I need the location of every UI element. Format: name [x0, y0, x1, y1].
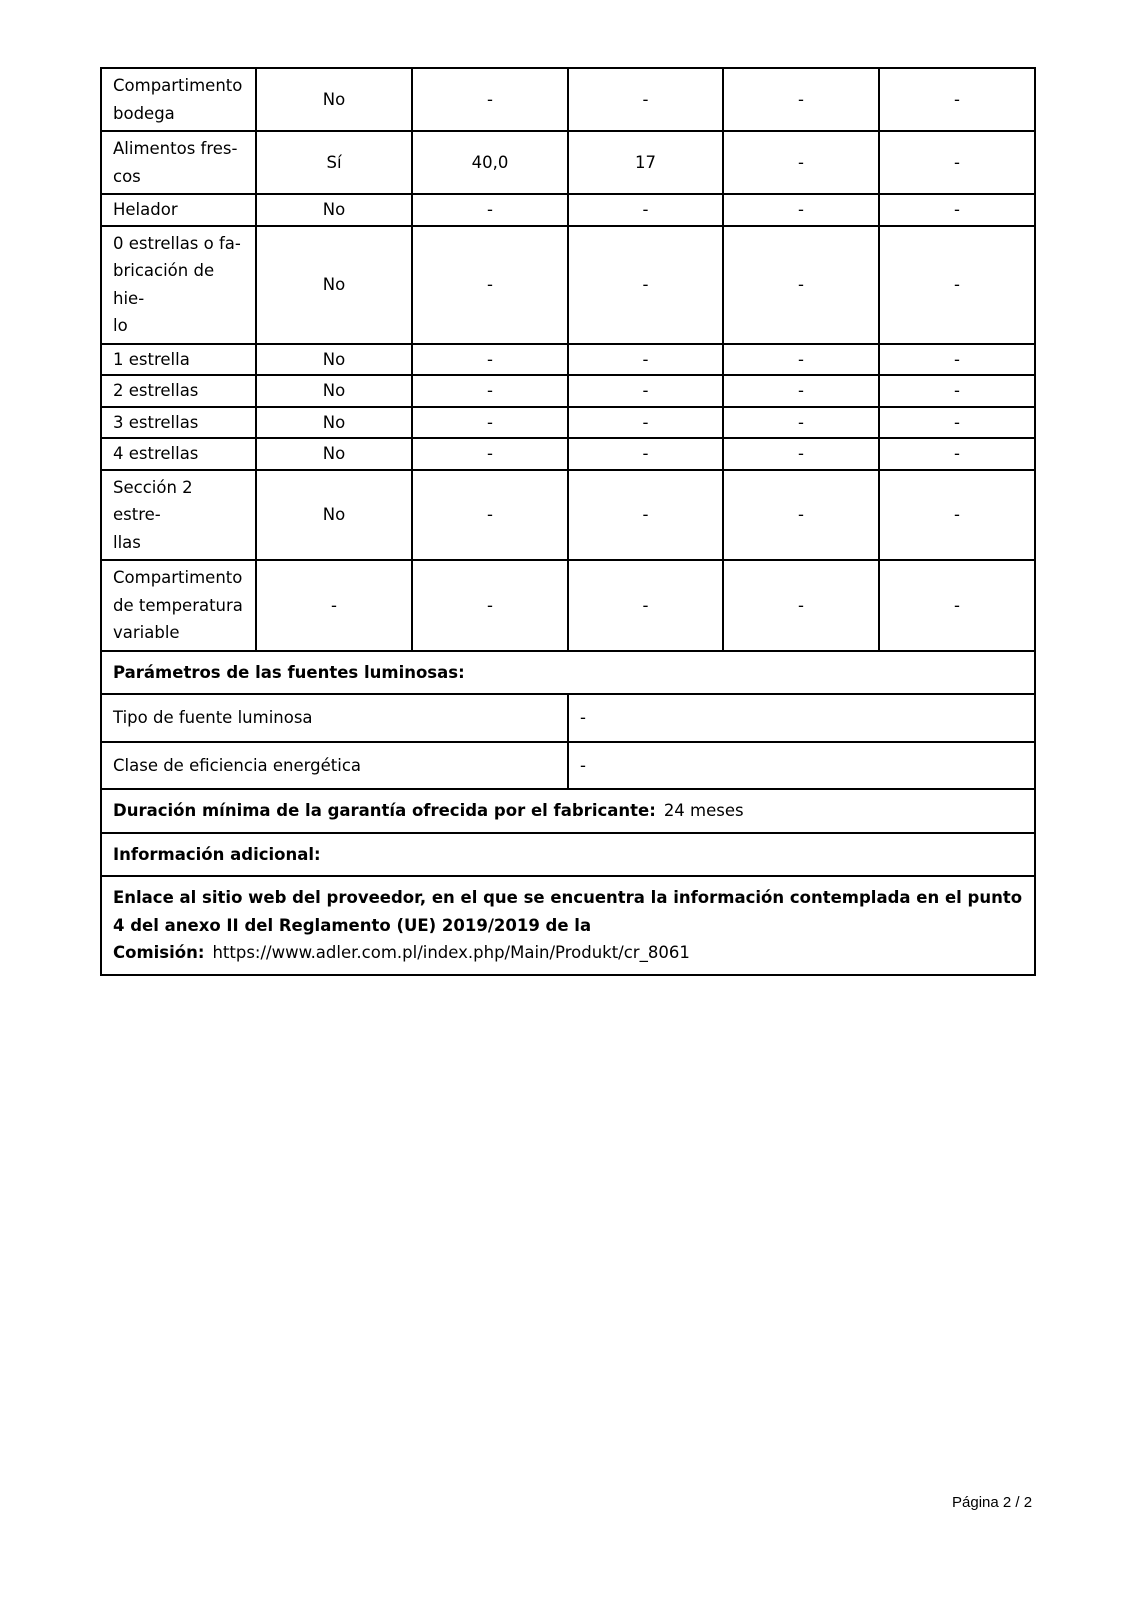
table-cell: - [568, 194, 723, 226]
table-cell: No [256, 438, 412, 470]
table-cell: - [412, 407, 568, 439]
table-row [101, 651, 1035, 695]
energy-class-label: Clase de eficiencia energética [101, 742, 568, 790]
table-cell: No [256, 226, 412, 344]
light-type-value: - [568, 694, 1035, 742]
additional-info-label: Información adicional: [101, 833, 1035, 877]
page-number: Página 2 / 2 [952, 1494, 1033, 1511]
table-cell: No [256, 194, 412, 226]
compartment-name: 0 estrellas o fa- bricación de hie- lo [101, 226, 256, 344]
table-cell: - [568, 407, 723, 439]
table-cell: - [723, 375, 879, 407]
table-cell: No [256, 68, 412, 131]
light-sources-heading: Parámetros de las fuentes luminosas: [101, 651, 1035, 695]
table-row [101, 68, 1035, 131]
table-row [101, 742, 1035, 790]
compartment-name: 1 estrella [101, 344, 256, 376]
table-cell: - [879, 194, 1035, 226]
table-row [101, 438, 1035, 470]
warranty-value: 24 meses [663, 801, 744, 820]
table-cell: - [879, 68, 1035, 131]
supplier-link-label: Enlace al sitio web del proveedor, en el que se encuentra la información contemplada en el punto 4 del anexo II del Reglamento (UE) 2019/2019 de la Comisión: [113, 888, 1023, 962]
table-cell: - [568, 68, 723, 131]
table-row [101, 344, 1035, 376]
table-row [101, 833, 1035, 877]
table-cell: - [723, 226, 879, 344]
document-page [100, 67, 1034, 976]
table-row [101, 226, 1035, 344]
table-cell: 40,0 [412, 131, 568, 194]
table-cell: - [879, 438, 1035, 470]
compartment-name: 2 estrellas [101, 375, 256, 407]
table-row [101, 194, 1035, 226]
table-cell: No [256, 407, 412, 439]
compartment-name: Compartimento bodega [101, 68, 256, 131]
table-cell: No [256, 470, 412, 561]
table-cell: - [879, 344, 1035, 376]
table-cell: - [879, 375, 1035, 407]
table-cell: - [723, 407, 879, 439]
supplier-link-url[interactable]: https://www.adler.com.pl/index.php/Main/Produkt/cr_8061 [212, 943, 690, 962]
table-cell: - [723, 560, 879, 651]
table-row [101, 876, 1035, 975]
table-row [101, 560, 1035, 651]
table-cell: - [879, 226, 1035, 344]
compartment-name: Helador [101, 194, 256, 226]
compartment-name: Compartimento de temperatura variable [101, 560, 256, 651]
table-row [101, 694, 1035, 742]
light-type-label: Tipo de fuente luminosa [101, 694, 568, 742]
table-row [101, 407, 1035, 439]
table-cell: - [879, 131, 1035, 194]
table-cell: - [723, 344, 879, 376]
table-cell: - [879, 560, 1035, 651]
warranty-cell [101, 789, 1035, 833]
table-cell: - [879, 407, 1035, 439]
supplier-link-cell [101, 876, 1035, 975]
table-row [101, 789, 1035, 833]
table-cell: - [568, 470, 723, 561]
compartment-name: Sección 2 estre- llas [101, 470, 256, 561]
table-cell: - [723, 194, 879, 226]
table-row [101, 375, 1035, 407]
table-cell: 17 [568, 131, 723, 194]
compartments-table [100, 67, 1036, 652]
light-sources-table [100, 650, 1036, 976]
table-row [101, 470, 1035, 561]
table-cell: - [568, 560, 723, 651]
table-cell: - [412, 560, 568, 651]
table-cell: - [879, 470, 1035, 561]
table-cell: - [723, 438, 879, 470]
table-cell: - [723, 131, 879, 194]
table-cell: - [412, 344, 568, 376]
table-cell: - [412, 194, 568, 226]
table-cell: Sí [256, 131, 412, 194]
table-cell: - [568, 375, 723, 407]
table-cell: - [412, 375, 568, 407]
compartment-name: Alimentos fres- cos [101, 131, 256, 194]
table-cell: No [256, 344, 412, 376]
compartment-name: 3 estrellas [101, 407, 256, 439]
table-cell: - [568, 438, 723, 470]
table-cell: - [723, 68, 879, 131]
table-cell: - [568, 344, 723, 376]
table-cell: - [256, 560, 412, 651]
table-row [101, 131, 1035, 194]
table-cell: - [723, 470, 879, 561]
energy-class-value: - [568, 742, 1035, 790]
table-cell: - [412, 470, 568, 561]
warranty-label: Duración mínima de la garantía ofrecida por el fabricante: [113, 801, 656, 820]
table-cell: - [412, 68, 568, 131]
table-cell: - [412, 438, 568, 470]
table-cell: - [412, 226, 568, 344]
table-cell: - [568, 226, 723, 344]
compartment-name: 4 estrellas [101, 438, 256, 470]
table-cell: No [256, 375, 412, 407]
